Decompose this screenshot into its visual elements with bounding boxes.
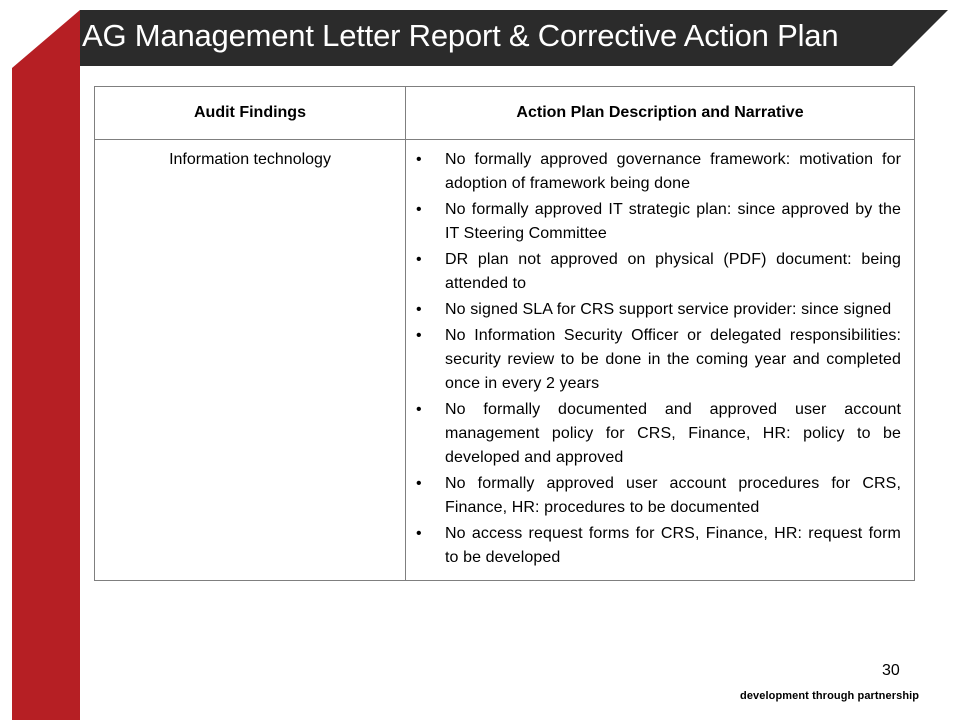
bullet-icon: • — [416, 525, 422, 542]
bullet-icon: • — [416, 327, 422, 344]
action-text: No formally approved IT strategic plan: since approved by the IT Steering Committee — [445, 201, 901, 242]
action-text: No access request forms for CRS, Finance, HR: request form to be developed — [445, 525, 901, 566]
list-item — [414, 472, 901, 520]
bullet-icon: • — [416, 401, 422, 418]
action-text: No formally documented and approved user account management policy for CRS, Finance, HR: policy to be developed and approved — [445, 401, 901, 466]
action-text: DR plan not approved on physical (PDF) document: being attended to — [445, 251, 901, 292]
bullet-icon: • — [416, 251, 422, 268]
slide-title: AG Management Letter Report & Corrective Action Plan — [82, 18, 839, 53]
action-text: No formally approved user account procedures for CRS, Finance, HR: procedures to be documented — [445, 475, 901, 516]
list-item — [414, 324, 901, 396]
header-action-plan: Action Plan Description and Narrative — [406, 87, 915, 140]
action-text: No Information Security Officer or delegated responsibilities: security review to be done in the coming year and completed once in every 2 years — [445, 327, 901, 392]
list-item — [414, 248, 901, 296]
list-item — [414, 198, 901, 246]
list-item — [414, 298, 901, 322]
finding-cell: Information technology — [95, 140, 406, 581]
page-number: 30 — [882, 662, 900, 679]
table-header-row — [95, 87, 915, 140]
bullet-icon: • — [416, 151, 422, 168]
actions-cell — [406, 140, 915, 581]
list-item — [414, 398, 901, 470]
action-text: No signed SLA for CRS support service provider: since signed — [445, 301, 892, 318]
bullet-icon: • — [416, 301, 422, 318]
list-item — [414, 148, 901, 196]
table-row — [95, 140, 915, 581]
bullet-icon: • — [416, 201, 422, 218]
action-list — [406, 148, 914, 580]
header-audit-findings: Audit Findings — [95, 87, 406, 140]
action-text: No formally approved governance framework: motivation for adoption of framework being done — [445, 151, 901, 192]
bullet-icon: • — [416, 475, 422, 492]
findings-table — [94, 86, 915, 581]
footer-tagline: development through partnership — [740, 690, 920, 702]
list-item — [414, 522, 901, 570]
